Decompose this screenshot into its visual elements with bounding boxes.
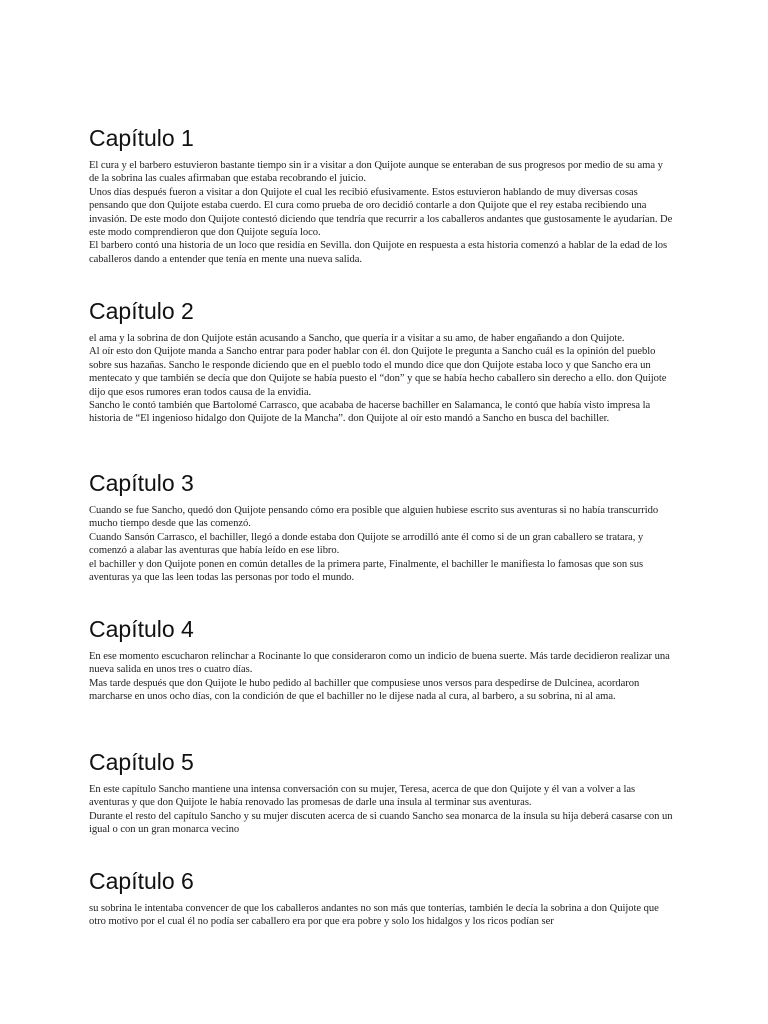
- chapter-1: [89, 124, 673, 266]
- chapter-paragraph: su sobrina le intentaba convencer de que los caballeros andantes no son más que tonterías, también le decía la sobrina a don Quijote que otro motivo por el cual él no podía ser caballero era por que era pobre y solo los hidalgos y los ricos podían ser: [89, 903, 659, 928]
- chapter-2: [89, 297, 673, 426]
- chapter-paragraph: Durante el resto del capítulo Sancho y su mujer discuten acerca de si cuando Sancho sea monarca de la ínsula su hija deberá casarse con un igual o con un gran monarca vecino: [89, 810, 673, 836]
- chapter-paragraph: Sancho le contó también que Bartolomé Carrasco, que acababa de hacerse bachiller en Salamanca, le contó que había visto impresa la historia de “El ingenioso hidalgo don Quijote de la Mancha”. don Quijote al oír esto mandó a Sancho en busca del bachiller.: [89, 400, 651, 425]
- chapter-title: Capítulo 6: [89, 868, 194, 894]
- chapter-paragraph: el bachiller y don Quijote ponen en común detalles de la primera parte, Finalmente, el bachiller le manifiesta lo famosas que son sus aventuras ya que las leen todas las personas por todo el mundo.: [89, 558, 644, 584]
- chapter-paragraph: Al oír esto don Quijote manda a Sancho entrar para poder hablar con él. don Quijote le pregunta a Sancho cuál es la opinión del pueblo sobre sus hazañas. Sancho le responde diciendo que en el pueblo todo el mundo dice que don Quijote estaba loco y que Sancho era un mentecato y que también se decía que don Quijote se había puesto el “don” y que se había hecho caballero sin derecho a ello. don Quijote dijo que esos rumores eran todos causa de la envidia.: [89, 346, 667, 398]
- chapter-5: [89, 748, 673, 837]
- chapter-title: Capítulo 4: [89, 616, 194, 642]
- chapter-6: [89, 867, 673, 929]
- chapter-title: Capítulo 2: [89, 298, 194, 324]
- chapter-title: Capítulo 1: [89, 125, 194, 151]
- chapter-paragraph: El barbero contó una historia de un loco que residía en Sevilla. don Quijote en respuesta a esta historia comenzó a hablar de la edad de los caballeros dando a entender que tenía en mente una nueva salida.: [89, 240, 668, 265]
- chapter-title: Capítulo 3: [89, 470, 194, 496]
- chapter-paragraph: Cuando se fue Sancho, quedó don Quijote pensando cómo era posible que alguien hubiese escrito sus aventuras si no había transcurrido mucho tiempo desde que las comenzó.: [89, 505, 659, 530]
- chapter-paragraph: El cura y el barbero estuvieron bastante tiempo sin ir a visitar a don Quijote aunque se enteraban de sus progresos por medio de su ama y de la sobrina las cuales afirmaban que estaba recobrando el juicio.: [89, 160, 663, 185]
- chapter-paragraph: En este capítulo Sancho mantiene una intensa conversación con su mujer, Teresa, acerca de que don Quijote y él van a volver a las aventuras y que don Quijote le había renovado las promesas de darle una ínsula al terminar sus aventuras.: [89, 784, 636, 809]
- chapter-paragraph: Mas tarde después que don Quijote le hubo pedido al bachiller que compusiese unos versos para despedirse de Dulcinea, acordaron marcharse en unos ocho días, con la condición de que el bachiller no le dijese nada al cura, al barbero, a su sobrina, ni al ama.: [89, 677, 640, 703]
- chapter-3: [89, 469, 673, 584]
- chapter-4: [89, 615, 673, 704]
- chapter-paragraph: el ama y la sobrina de don Quijote están acusando a Sancho, que quería ir a visitar a su amo, de haber engañando a don Quijote.: [89, 333, 625, 344]
- chapter-paragraph: Unos días después fueron a visitar a don Quijote el cual les recibió efusivamente. Estos estuvieron hablando de muy diversas cosas pensando que don Quijote estaba cuerdo. El cura como prueba de oro decidió contarle a don Quijote que el rey estaba recibiendo una invasión. De este modo don Quijote contestó diciendo que tendría que recurrir a los caballeros andantes que gustosamente le ayudarían. De este modo comprendieron que don Quijote seguía loco.: [89, 186, 673, 239]
- chapter-paragraph: Cuando Sansón Carrasco, el bachiller, llegó a donde estaba don Quijote se arrodilló ante él como si de un gran caballero se tratara, y comenzó a alabar las aventuras que había leído en ese libro.: [89, 531, 644, 557]
- chapter-paragraph: En ese momento escucharon relinchar a Rocinante lo que consideraron como un indicio de buena suerte. Más tarde decidieron realizar una nueva salida en unos tres o cuatro días.: [89, 651, 670, 676]
- chapter-title: Capítulo 5: [89, 749, 194, 775]
